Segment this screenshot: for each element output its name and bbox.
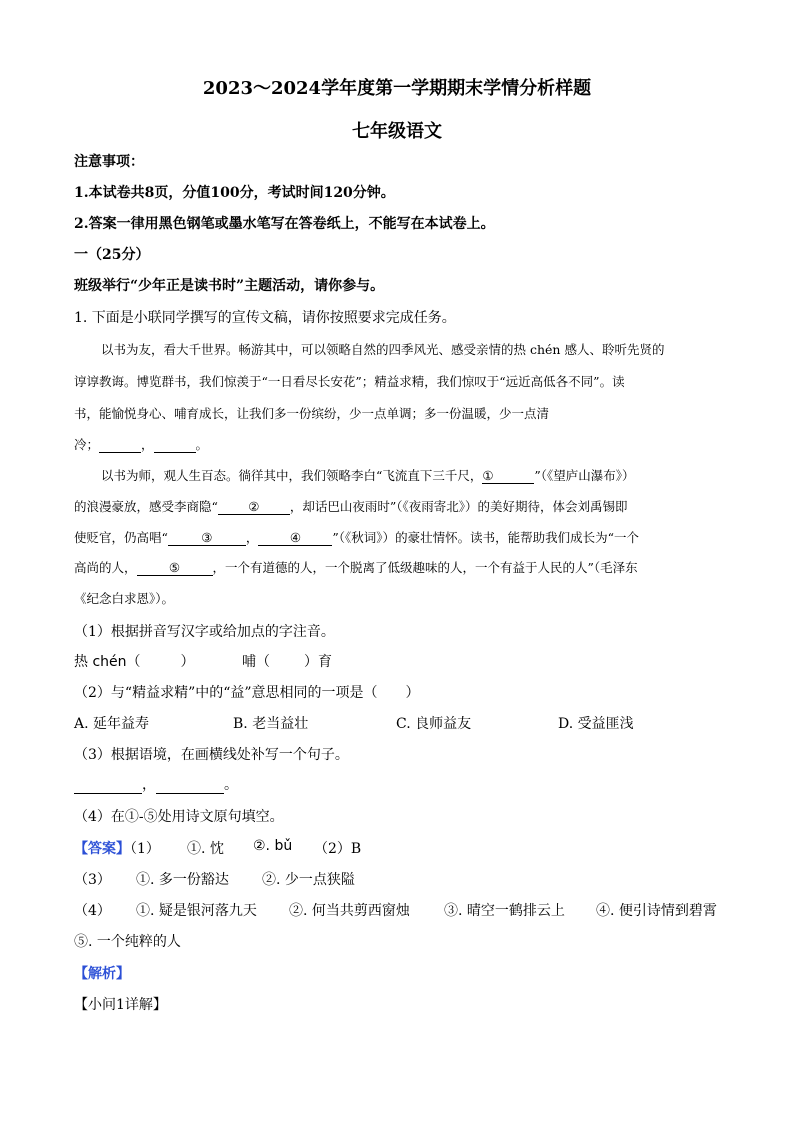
passage-text: 以书为师，观人生百态。徜徉其中，我们领略李白“飞流直下三千尺，: [101, 468, 483, 483]
passage-text: 的浪漫豪放，感受李商隐“: [74, 499, 218, 514]
punctuation: ，: [142, 777, 156, 793]
answer-row-4: ⑤. 一个纯粹的人: [74, 934, 181, 950]
answer-1-b: ②. bǔ: [253, 838, 293, 854]
punctuation: 。: [224, 777, 238, 793]
answer-row-2-prefix: （3）: [74, 872, 111, 888]
answer-2-b: ②. 少一点狭隘: [262, 872, 355, 888]
blank-3: ③: [168, 531, 246, 546]
passage-p2-line5: 《纪念白求恩》）。: [74, 591, 175, 606]
passage-text: 使贬官，仍高唱“: [74, 530, 168, 545]
passage-p1-line1: 以书为友，看大千世界。畅游其中，可以领略自然的四季风光、感受亲情的热 chén 感人、聆听先贤的: [101, 342, 665, 357]
option-c: C. 良师益友: [396, 716, 472, 732]
sub-question-1-item-b: [242, 651, 332, 671]
blank-2: ②: [218, 500, 290, 515]
blank-1: ①: [482, 469, 534, 484]
item-text: 热 chén（: [74, 654, 141, 670]
answer-row-1: [74, 838, 160, 858]
passage-p2-line4: [74, 558, 638, 576]
answer-2-a: ①. 多一份豁达: [136, 872, 229, 888]
item-text: 哺（: [242, 654, 270, 670]
option-d: D. 受益匪浅: [558, 716, 634, 732]
passage-text: ，: [141, 437, 154, 452]
passage-text: 高尚的人，: [74, 560, 137, 575]
option-b: B. 老当益壮: [233, 716, 309, 732]
answer-row-3-prefix: （4）: [74, 903, 111, 919]
passage-text: ，一个有道德的人，一个脱离了低级趣味的人，一个有益于人民的人”（毛泽东: [212, 560, 638, 575]
answer-prefix: （1）: [130, 841, 160, 857]
sub-question-3-stem: （3）根据语境，在画横线处补写一个句子。: [74, 747, 349, 763]
section-label: 一（25分）: [74, 247, 150, 263]
item-text: ）: [180, 654, 195, 670]
passage-text: ，: [245, 530, 259, 545]
blank-line: [99, 438, 141, 453]
sub-question-3-blanks: [74, 774, 238, 794]
answer-3-c: ③. 晴空一鹤排云上: [444, 903, 565, 919]
passage-text: ”（《秋词》）的豪壮情怀。读书，能帮助我们成长为“一个: [332, 530, 639, 545]
answer-label: 【答案】: [74, 841, 130, 857]
blank-line: [74, 778, 142, 794]
analysis-label: 【解析】: [74, 966, 130, 982]
notes-item-2: 2.答案一律用黑色钢笔或墨水笔写在答卷纸上，不能写在本试卷上。: [74, 216, 495, 232]
passage-p1-line4: [74, 435, 208, 453]
notes-heading: 注意事项：: [74, 154, 144, 170]
passage-text: ”（《望庐山瀑布》）: [534, 468, 635, 483]
blank-5: ⑤: [137, 561, 213, 576]
section-intro: 班级举行“少年正是读书时”主题活动，请你参与。: [74, 278, 385, 294]
passage-p1-line3: 书，能愉悦身心、哺育成长，让我们多一份缤纷，少一点单调；多一份温暖，少一点清: [74, 406, 550, 421]
passage-text: 。: [195, 437, 209, 452]
sub-question-1-item-a: [74, 651, 195, 671]
passage-p1-line2: 谆谆教诲。博览群书，我们惊羡于“一日看尽长安花”；精益求精，我们惊叹于“远近高低各不同”。读: [74, 374, 625, 389]
item-text: ）育: [304, 654, 332, 670]
blank-line: [154, 438, 196, 453]
sub-question-1-stem: （1）根据拼音写汉字或给加点的字注音。: [74, 624, 335, 640]
passage-text: ，却话巴山夜雨时”（《夜雨寄北》）的美好期待，体会刘禹锡即: [289, 499, 628, 514]
passage-text: 冷；: [74, 437, 100, 452]
sub-question-4-stem: （4）在①-⑤处用诗文原句填空。: [74, 809, 284, 825]
option-a: A. 延年益寿: [74, 716, 150, 732]
passage-p2-line1: [101, 466, 635, 484]
answer-1-a: ①. 忱: [187, 841, 224, 857]
passage-p2-line2: [74, 497, 628, 515]
answer-3-d: ④. 便引诗情到碧霄: [596, 903, 717, 919]
blank-line: [156, 778, 224, 794]
sub-question-2-stem: （2）与“精益求精”中的“益”意思相同的一项是（ ）: [74, 685, 420, 701]
answer-1-c: （2）B: [314, 841, 362, 857]
analysis-detail-heading: 【小问1详解】: [74, 997, 167, 1013]
page-subtitle: 七年级语文: [352, 121, 442, 142]
question-1-stem: 1. 下面是小联同学撰写的宣传文稿，请你按照要求完成任务。: [74, 310, 456, 326]
page-title: 2023～2024学年度第一学期期末学情分析样题: [202, 78, 592, 99]
answer-3-b: ②. 何当共剪西窗烛: [289, 903, 410, 919]
passage-p2-line3: [74, 528, 639, 546]
blank-4: ④: [258, 531, 332, 546]
notes-item-1: 1.本试卷共8页，分值100分，考试时间120分钟。: [74, 185, 395, 201]
answer-3-a: ①. 疑是银河落九天: [136, 903, 257, 919]
